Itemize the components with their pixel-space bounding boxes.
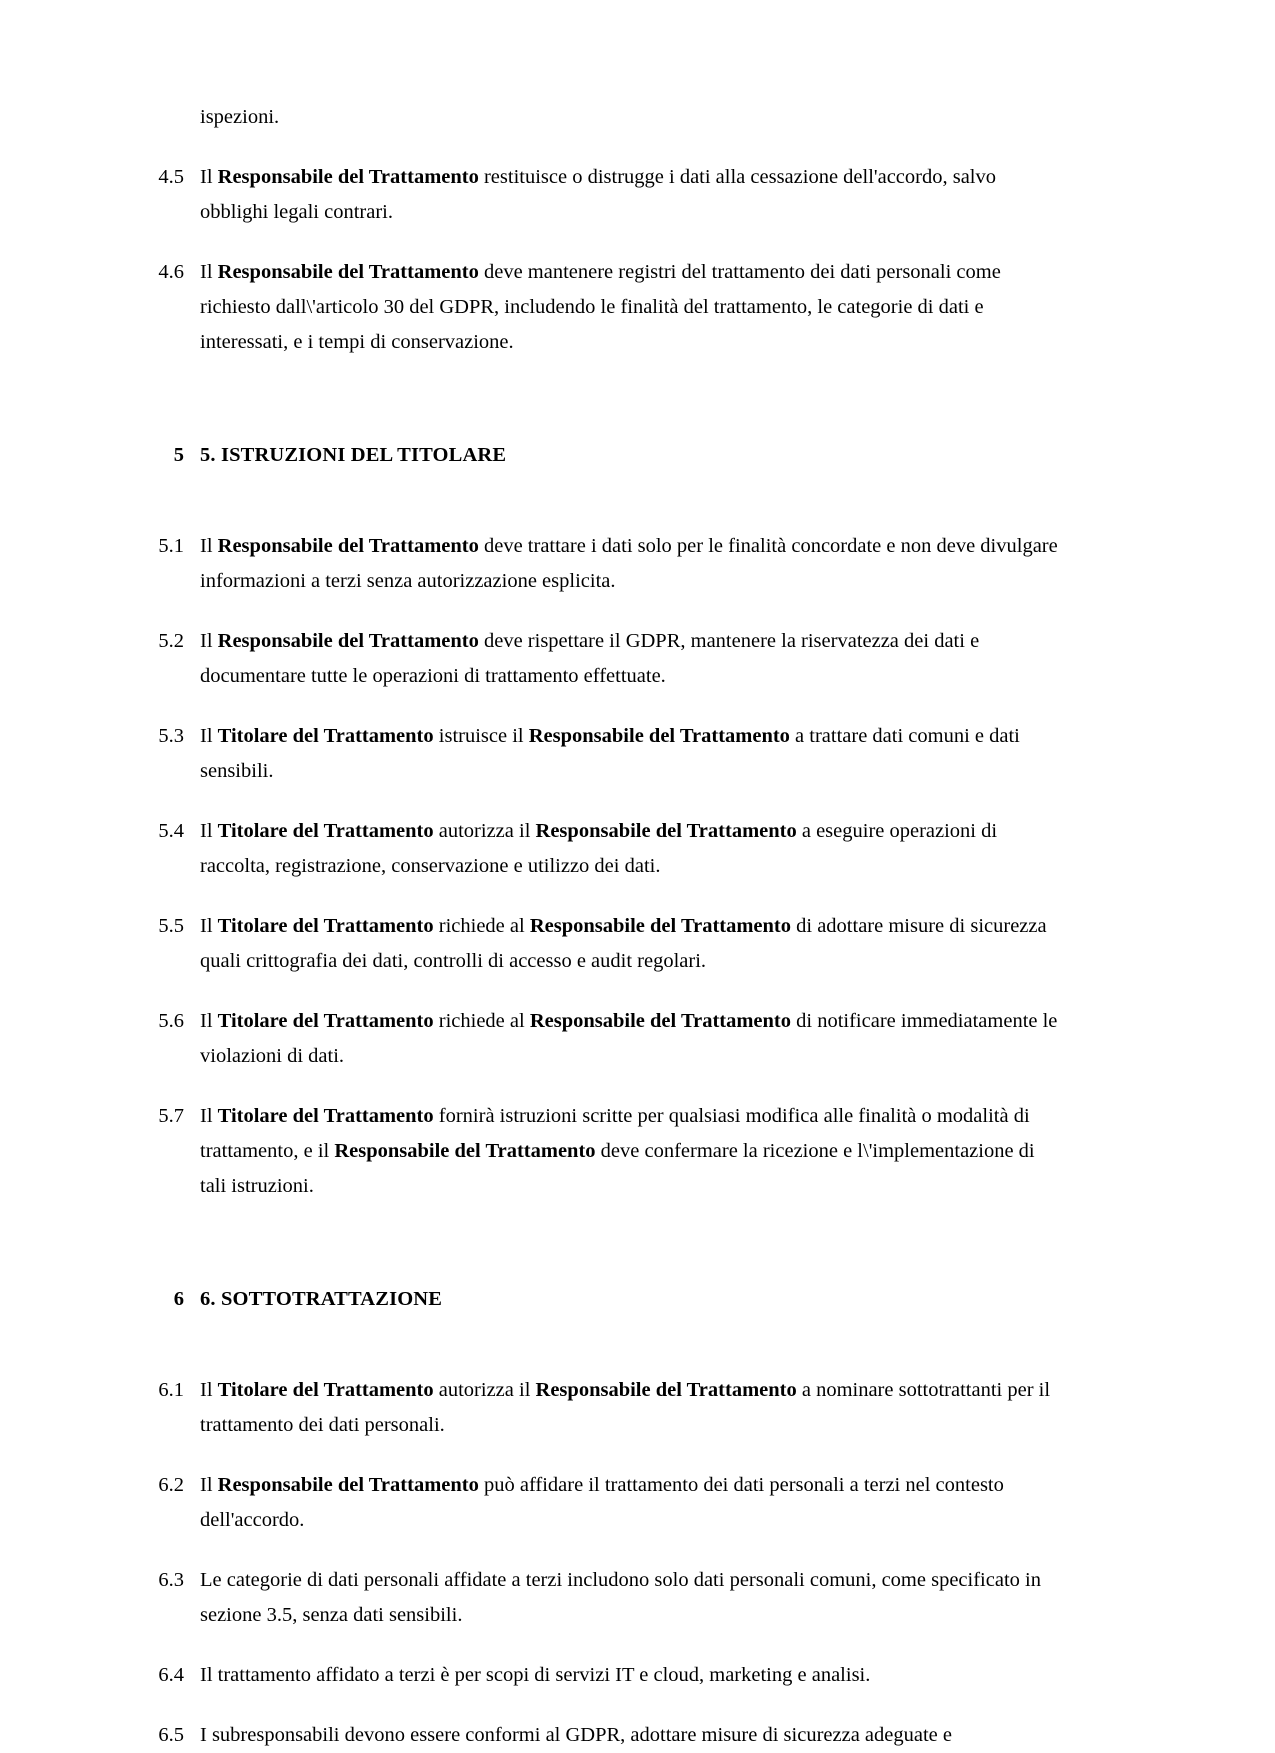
clause-run: richiede al [433, 915, 530, 937]
clause-run: a eseguire operazioni di raccolta, registrazione, conservazione e utilizzo dei dati. [200, 820, 998, 877]
clause-number: 5.5 [158, 915, 184, 937]
clause-number: 5.4 [158, 820, 184, 842]
clause-run: fornirà istruzioni scritte per qualsiasi modifica alle finalità o modalità di trattamento, e il [200, 1105, 1030, 1162]
emphasis-term: Responsabile del Trattamento [529, 1010, 792, 1032]
emphasis-term: Responsabile del Trattamento [217, 535, 479, 557]
clause-run: autorizza il [433, 1379, 536, 1401]
section-number: 5 [173, 444, 184, 466]
clause-number: 4.5 [158, 166, 184, 188]
clause-item [140, 814, 1065, 884]
section-spacer [140, 1322, 1065, 1348]
clause-text [184, 719, 1065, 789]
clause-text [184, 1658, 1065, 1693]
clause-text [184, 909, 1065, 979]
clause-run: a nominare sottotrattanti per il trattamento dei dati personali. [200, 1379, 1051, 1436]
clause-number: 5.6 [158, 1010, 184, 1032]
clause-number: 5.3 [158, 725, 184, 747]
clause-run: richiede al [433, 1010, 530, 1032]
clause-text [184, 1099, 1065, 1204]
emphasis-term: Titolare del Trattamento [217, 1379, 434, 1401]
section-title: 6. SOTTOTRATTAZIONE [200, 1288, 443, 1310]
clause-number: 6.5 [158, 1724, 184, 1746]
clause-run: deve mantenere registri del trattamento dei dati personali come richiesto dall\'articolo 30 del GDPR, includendo le finalità del trattamento, le categorie di dati e interessati, e i tempi di conservazione. [200, 261, 1001, 353]
clause-run: Il [200, 1474, 218, 1496]
emphasis-term: Responsabile del Trattamento [535, 1379, 797, 1401]
clause-item [140, 1099, 1065, 1204]
clause-run: restituisce o distrugge i dati alla cessazione dell'accordo, salvo obblighi legali contrari. [200, 166, 996, 223]
clause-run: istruisce il [433, 725, 529, 747]
clause-item [140, 1373, 1065, 1443]
clause-text [184, 1718, 1065, 1753]
clause-item [140, 909, 1065, 979]
clause-run: Il [200, 166, 218, 188]
emphasis-term: Titolare del Trattamento [217, 820, 434, 842]
document-body [140, 100, 1065, 1753]
clause-run: di notificare immediatamente le violazioni di dati. [200, 1010, 1058, 1067]
clause-run: Le categorie di dati personali affidate a terzi includono solo dati personali comuni, come specificato in sezione 3.5, senza dati sensibili. [200, 1569, 1041, 1626]
clause-list [140, 160, 1065, 1753]
clause-run: Il trattamento affidato a terzi è per scopi di servizi IT e cloud, marketing e analisi. [200, 1664, 871, 1686]
emphasis-term: Responsabile del Trattamento [217, 166, 479, 188]
clause-number: 6.3 [158, 1569, 184, 1591]
clause-text [184, 1004, 1065, 1074]
clause-number: 6.2 [158, 1474, 184, 1496]
clause-run: Il [200, 1010, 218, 1032]
clause-item [140, 1658, 1065, 1693]
clause-item [140, 255, 1065, 360]
clause-number: 5.2 [158, 630, 184, 652]
emphasis-term: Responsabile del Trattamento [334, 1140, 596, 1162]
emphasis-term: Responsabile del Trattamento [217, 1474, 479, 1496]
clause-number: 6.4 [158, 1664, 184, 1686]
emphasis-term: Responsabile del Trattamento [529, 915, 792, 937]
emphasis-term: Responsabile del Trattamento [217, 630, 479, 652]
clause-item [140, 1563, 1065, 1633]
clause-run: deve trattare i dati solo per le finalità concordate e non deve divulgare informazioni a terzi senza autorizzazione esplicita. [200, 535, 1058, 592]
clause-run: Il [200, 535, 218, 557]
clause-text [184, 529, 1065, 599]
clause-text [184, 1468, 1065, 1538]
emphasis-term: Titolare del Trattamento [217, 915, 434, 937]
clause-text [184, 1373, 1065, 1443]
emphasis-term: Responsabile del Trattamento [217, 261, 479, 283]
clause-run: I subresponsabili devono essere conformi al GDPR, adottare misure di sicurezza adeguate e [200, 1724, 952, 1746]
clause-run: Il [200, 630, 218, 652]
clause-item [140, 529, 1065, 599]
section-heading [140, 438, 1065, 472]
continuation-paragraph: ispezioni. [200, 106, 280, 128]
clause-item [140, 1468, 1065, 1538]
clause-item [140, 719, 1065, 789]
section-spacer [140, 478, 1065, 504]
clause-run: di adottare misure di sicurezza quali crittografia dei dati, controlli di accesso e audit regolari. [200, 915, 1047, 972]
clause-run: può affidare il trattamento dei dati personali a terzi nel contesto dell'accordo. [200, 1474, 1004, 1531]
clause-run: Il [200, 725, 218, 747]
clause-text [184, 1563, 1065, 1633]
clause-run: Il [200, 1105, 218, 1127]
clause-item [140, 624, 1065, 694]
clause-run: deve confermare la ricezione e l\'implementazione di tali istruzioni. [200, 1140, 1035, 1197]
clause-run: Il [200, 820, 218, 842]
clause-run: Il [200, 1379, 218, 1401]
clause-item [140, 1718, 1065, 1753]
emphasis-term: Titolare del Trattamento [217, 725, 434, 747]
clause-text [184, 160, 1065, 230]
clause-number: 5.1 [158, 535, 184, 557]
clause-number: 4.6 [158, 261, 184, 283]
clause-number: 5.7 [158, 1105, 184, 1127]
clause-run: deve rispettare il GDPR, mantenere la riservatezza dei dati e documentare tutte le operazioni di trattamento effettuate. [200, 630, 980, 687]
emphasis-term: Titolare del Trattamento [217, 1010, 434, 1032]
clause-number: 6.1 [158, 1379, 184, 1401]
clause-run: Il [200, 915, 218, 937]
section-number: 6 [173, 1288, 184, 1310]
section-title: 5. ISTRUZIONI DEL TITOLARE [200, 444, 507, 466]
clause-run: autorizza il [433, 820, 536, 842]
clause-text [184, 255, 1065, 360]
clause-text [184, 624, 1065, 694]
clause-run: a trattare dati comuni e dati sensibili. [200, 725, 1020, 782]
emphasis-term: Titolare del Trattamento [217, 1105, 434, 1127]
clause-text [184, 814, 1065, 884]
section-heading [140, 1282, 1065, 1316]
emphasis-term: Responsabile del Trattamento [528, 725, 790, 747]
clause-run: Il [200, 261, 218, 283]
clause-item [140, 1004, 1065, 1074]
clause-item [140, 160, 1065, 230]
emphasis-term: Responsabile del Trattamento [535, 820, 797, 842]
